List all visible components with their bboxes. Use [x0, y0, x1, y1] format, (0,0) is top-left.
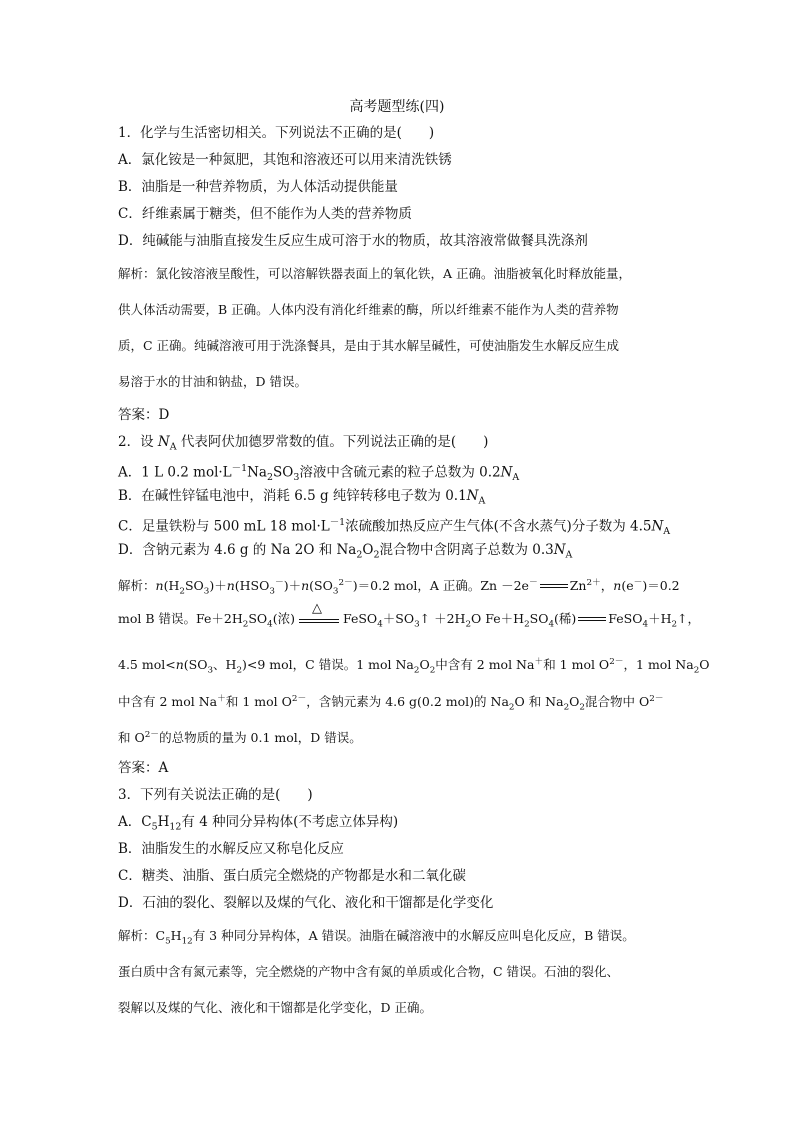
- q1-option-a: A．氯化铵是一种氮肥，其饱和溶液还可以用来清洗铁锈: [118, 152, 452, 168]
- page-title: 高考题型练(四): [349, 99, 445, 115]
- q3-option-d: D．石油的裂化、裂解以及煤的气化、液化和干馏都是化学变化: [118, 895, 494, 911]
- q2-option-b: B．在碱性锌锰电池中，消耗 6.5 g 纯锌转移电子数为 $0.1N_A$: [118, 488, 486, 507]
- q1-stem: 1．化学与生活密切相关。下列说法不正确的是( ): [118, 125, 435, 141]
- equals-sign-icon: [578, 616, 606, 624]
- q2-solution-line-2: mol B 错误。$Fe+2H_2SO_4$(浓) △ $FeSO_4+SO_3↑ +2H_2O$ $Fe+H_2SO_4$(稀) $FeSO_4+H_2↑$，: [118, 600, 701, 630]
- heating-arrow-icon: △: [299, 611, 339, 629]
- q2-solution-line-5: 和 $O^{2-}$的总物质的量为 0.1 mol，D 错误。: [118, 730, 362, 746]
- q2-solution-line-4: 中含有 2 mol Na＋和 1 mol $O^{2-}$，含钠元素为 4.6 g(0.2 mol)的 $Na_2O$ 和 $Na_2O_2$混合物中 $O^{2-}$: [118, 694, 664, 713]
- q1-option-d: D．纯碱能与油脂直接发生反应生成可溶于水的物质，故其溶液常做餐具洗涤剂: [118, 233, 588, 249]
- q2-stem: 2．设 $N_A$ 代表阿伏加德罗常数的值。下列说法正确的是( ): [118, 434, 489, 453]
- q3-solution-line-3: 裂解以及煤的气化、液化和干馏都是化学变化，D 正确。: [118, 1000, 432, 1015]
- q2-option-d: D．含钠元素为 4.6 g 的 Na 2O 和 $Na_2O_2$混合物中含阴离子总数为 $0.3N_A$: [118, 542, 573, 561]
- q3-option-c: C．糖类、油脂、蛋白质完全燃烧的产物都是水和二氧化碳: [118, 868, 466, 884]
- q3-solution-line-2: 蛋白质中含有氮元素等，完全燃烧的产物中含有氮的单质或化合物，C 错误。石油的裂化、: [118, 964, 620, 979]
- q3-stem: 3．下列有关说法正确的是( ): [118, 787, 313, 803]
- q2-option-c: C．足量铁粉与 500 mL 18 $mol\cdot L^{-1}$浓硫酸加热反应产生气体(不含水蒸气)分子数为 $4.5N_A$: [118, 517, 671, 538]
- equals-sign-icon: [540, 583, 568, 591]
- q1-option-c: C．纤维素属于糖类，但不能作为人类的营养物质: [118, 206, 412, 222]
- q2-solution-line-3: 4.5 $mol<n(SO_3$、$H_2)<9$ mol，C 错误。1 mol $Na_2O_2$中含有 2 mol Na＋和 1 mol $O^{2-}$，1 mol $Na_2O$: [118, 657, 710, 676]
- q1-solution-line-1: 解析：氯化铵溶液呈酸性，可以溶解铁器表面上的氧化铁，A 正确。油脂被氧化时释放能量，: [118, 266, 632, 281]
- q1-answer: 答案：D: [118, 407, 170, 423]
- q1-option-b: B．油脂是一种营养物质，为人体活动提供能量: [118, 179, 398, 195]
- q1-solution-line-3: 质，C 正确。纯碱溶液可用于洗涤餐具，是由于其水解呈碱性，可使油脂发生水解反应生成: [118, 338, 620, 353]
- q2-option-a: A．1 L 0.2 $mol\cdot L^{-1}Na_2SO_3$溶液中含硫元素的粒子总数为 $0.2N_A$: [118, 463, 520, 484]
- q1-solution-line-4: 易溶于水的甘油和钠盐，D 错误。: [118, 374, 307, 389]
- q3-solution-line-1: 解析：$C_5H_{12}$有 3 种同分异构体，A 错误。油脂在碱溶液中的水解反应叫皂化反应，B 错误。: [118, 928, 635, 947]
- q1-solution-line-2: 供人体活动需要，B 正确。人体内没有消化纤维素的酶，所以纤维素不能作为人类的营养物: [118, 302, 619, 317]
- q2-solution-line-1: 解析：$n(H_2SO_3)+n(HSO_3^-)+n(SO_3^{2-})=0.2$ mol，A 正确。Zn －2e－ $Zn^{2+}$，n(e－)＝0.2: [118, 578, 680, 597]
- q3-option-a: A．$C_5H_{12}$有 4 种同分异构体(不考虑立体异构): [118, 814, 399, 833]
- q2-answer: 答案：A: [118, 760, 169, 776]
- q3-option-b: B．油脂发生的水解反应又称皂化反应: [118, 841, 344, 857]
